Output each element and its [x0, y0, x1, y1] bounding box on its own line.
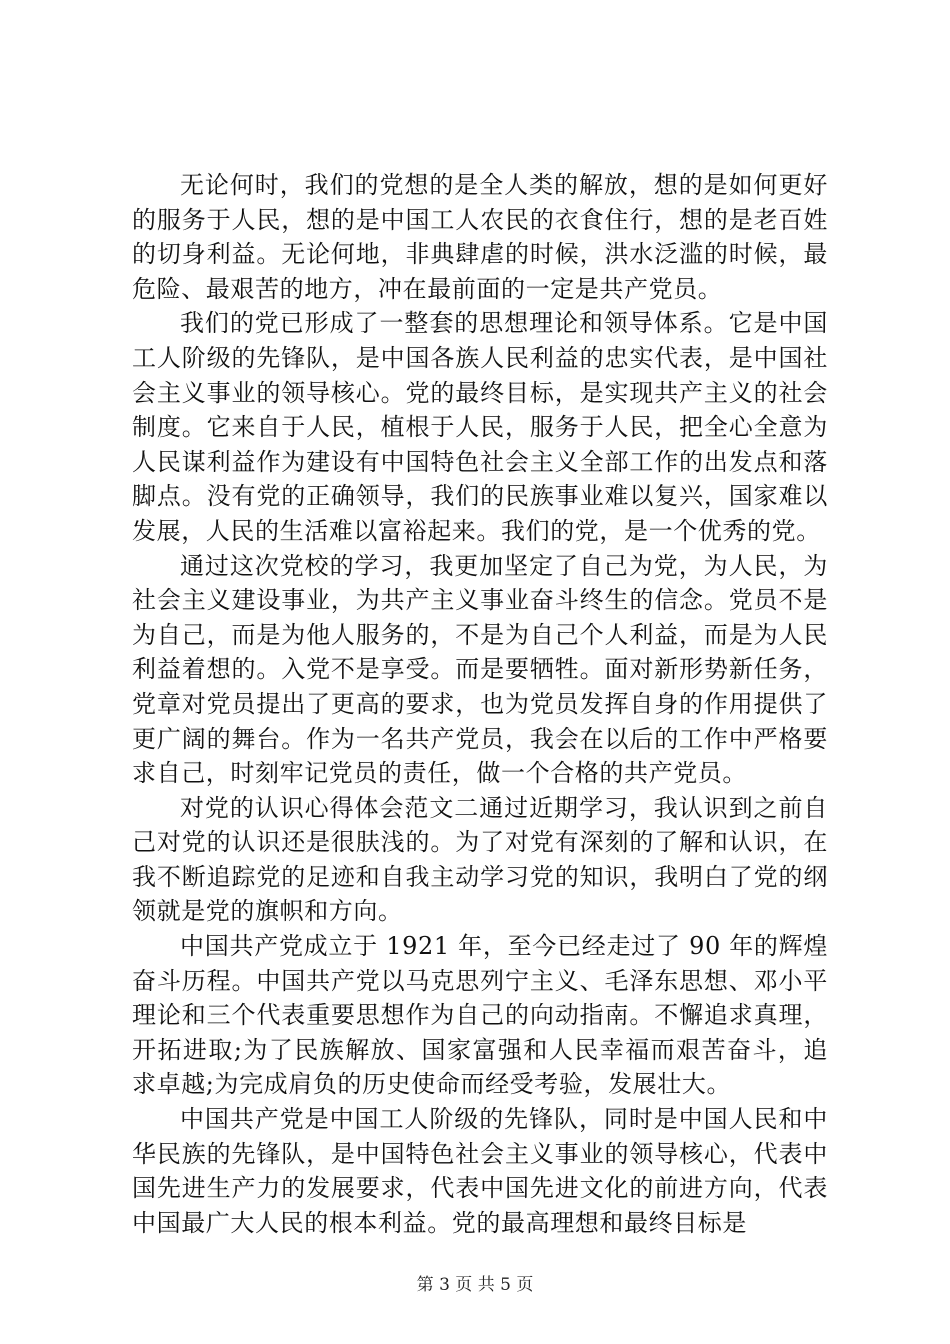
- paragraph-1: 无论何时，我们的党想的是全人类的解放，想的是如何更好的服务于人民，想的是中国工人农民的衣食住行，想的是老百姓的切身利益。无论何地，非典肆虐的时候，洪水泛滥的时候，最危险、最艰苦的地方，冲在最前面的一定是共产党员。: [132, 171, 828, 303]
- paragraph-2: 我们的党已形成了一整套的思想理论和领导体系。它是中国工人阶级的先锋队，是中国各族人民利益的忠实代表，是中国社会主义事业的领导核心。党的最终目标，是实现共产主义的社会制度。它来自于人民，植根于人民，服务于人民，把全心全意为人民谋利益作为建设有中国特色社会主义全部工作的出发点和落脚点。没有党的正确领导，我们的民族事业难以复兴，国家难以发展，人民的生活难以富裕起来。我们的党，是一个优秀的党。: [132, 309, 828, 545]
- paragraph-6: 中国共产党是中国工人阶级的先锋队，同时是中国人民和中华民族的先锋队，是中国特色社会主义事业的领导核心，代表中国先进生产力的发展要求，代表中国先进文化的前进方向，代表中国最广大人民的根本利益。党的最高理想和最终目标是: [132, 1105, 828, 1237]
- page-number-footer: 第 3 页 共 5 页: [416, 1275, 534, 1295]
- paragraph-4: 对党的认识心得体会范文二通过近期学习，我认识到之前自己对党的认识还是很肤浅的。为了对党有深刻的了解和认识，在我不断追踪党的足迹和自我主动学习党的知识，我明白了党的纲领就是党的旗帜和方向。: [132, 793, 828, 926]
- paragraph-3: 通过这次党校的学习，我更加坚定了自己为党，为人民，为社会主义建设事业，为共产主义事业奋斗终生的信念。党员不是为自己，而是为他人服务的，不是为自己个人利益，而是为人民利益着想的。入党不是享受。而是要牺牲。面对新形势新任务，党章对党员提出了更高的要求，也为党员发挥自身的作用提供了更广阔的舞台。作为一名共产党员，我会在以后的工作中严格要求自己，时刻牢记党员的责任，做一个合格的共产党员。: [132, 551, 828, 788]
- document-body: [132, 168, 828, 1240]
- paragraph-5: 中国共产党成立于 1921 年，至今已经走过了 90 年的辉煌奋斗历程。中国共产党以马克思列宁主义、毛泽东思想、邓小平理论和三个代表重要思想作为自己的向动指南。不懈追求真理，开拓进取;为了民族解放、国家富强和人民幸福而艰苦奋斗，追求卓越;为完成肩负的历史使命而经受考验，发展壮大。: [132, 932, 828, 1099]
